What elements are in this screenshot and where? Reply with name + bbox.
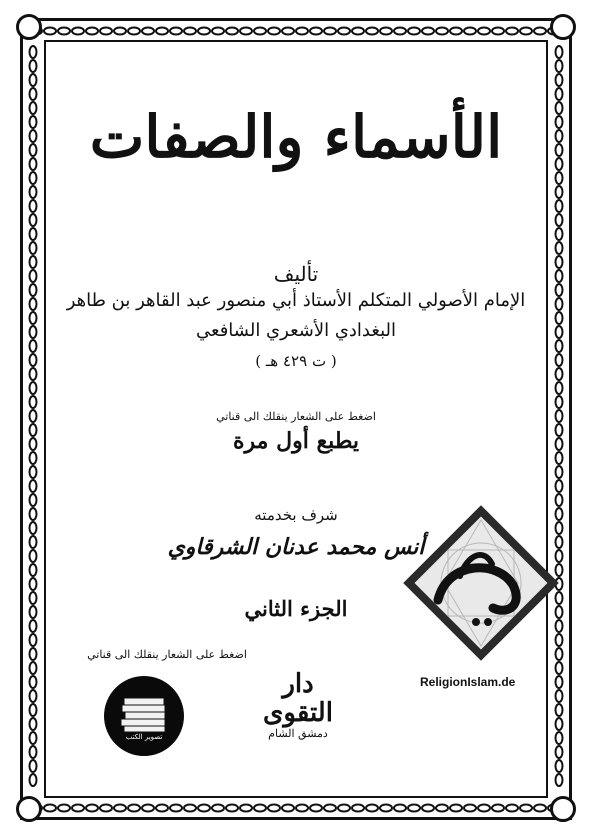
corner-ornament-top-right — [550, 14, 576, 40]
author-name-line1: الإمام الأصولي المتكلم الأستاذ أبي منصور عبد القاهر بن طاهر — [66, 290, 526, 311]
corner-ornament-bottom-right — [550, 796, 576, 822]
publisher-logo — [248, 670, 348, 740]
channel-promo-bottom[interactable]: اضغط على الشعار ينقلك الى قناتي — [87, 648, 247, 661]
authorship-label: تأليف — [273, 262, 319, 286]
ornament-border-bottom — [26, 798, 566, 818]
author-name-line2: البغدادي الأشعري الشافعي — [196, 320, 396, 341]
religion-islam-logo[interactable] — [388, 490, 574, 676]
ornament-border-top — [26, 21, 566, 41]
volume-label: الجزء الثاني — [244, 596, 348, 621]
books-badge[interactable] — [104, 676, 184, 756]
books-stack-icon — [104, 676, 184, 756]
corner-ornament-bottom-left — [16, 796, 42, 822]
served-by-label: شرف بخدمته — [254, 506, 338, 524]
editor-name: أنس محمد عدنان الشرقاوي — [167, 534, 425, 560]
publisher-name: دار التقوى — [263, 669, 333, 728]
channel-promo-top[interactable]: اضغط على الشعار ينقلك الى قناتي — [216, 410, 376, 423]
corner-ornament-top-left — [16, 14, 42, 40]
publisher-city: دمشق الشام — [268, 727, 328, 741]
logo-url[interactable]: ReligionIslam.de — [420, 675, 516, 689]
author-death-date: ( ت ٤٢٩ هـ ) — [255, 352, 337, 370]
books-badge-caption: تصوير الكتب — [125, 733, 163, 741]
edition-note: يطبع أول مرة — [232, 428, 359, 454]
book-title: الأسماء والصفات — [89, 103, 503, 171]
